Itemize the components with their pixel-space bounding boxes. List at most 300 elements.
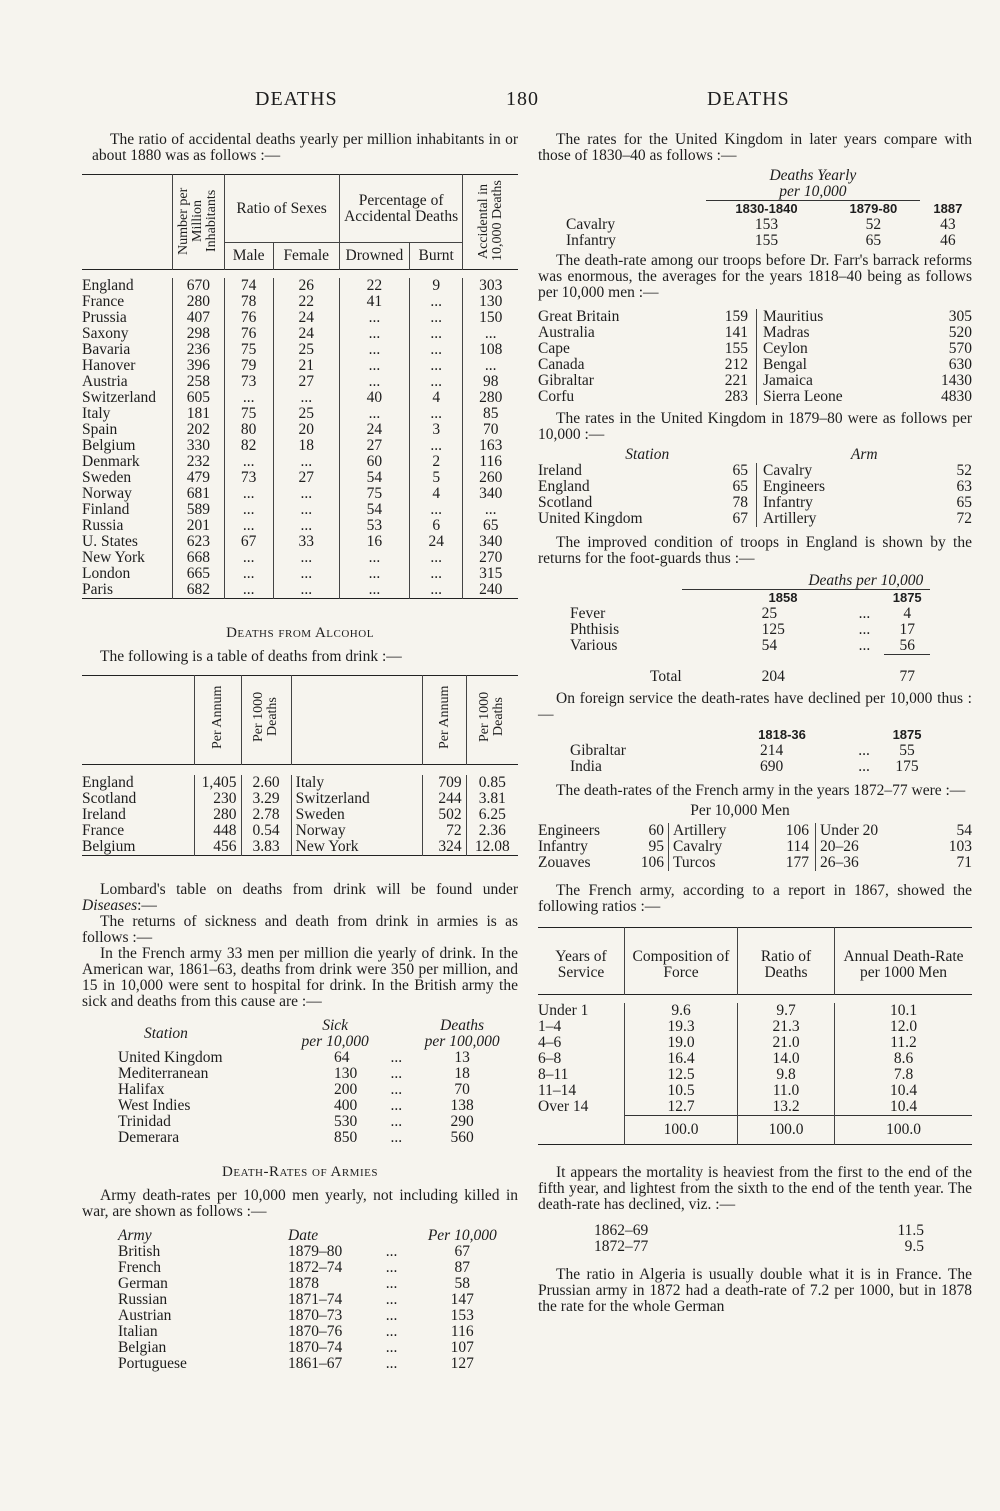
- country-cell: Norway: [291, 823, 423, 839]
- corps-cell: Turcos: [669, 855, 754, 871]
- number-cell: 623: [173, 534, 224, 550]
- ratios-h-annual: Annual Death-Rate per 1000 Men: [835, 928, 973, 995]
- french-drink-para: In the French army 33 men per million die yearly of drink. In the American war, 1861–63, deaths from drink were 350 per million, and 15 in 10,000 were sent to hospital for drink. In the British army the sick and deaths from this cause are :—: [82, 945, 518, 1010]
- country-cell: England: [82, 277, 134, 294]
- burnt-cell: ...: [409, 550, 462, 566]
- date-cell: 1870–73: [288, 1307, 343, 1324]
- deaths-cell: 560: [450, 1129, 474, 1146]
- drowned-cell: ...: [339, 374, 409, 390]
- army-cell: Austrian: [118, 1307, 172, 1324]
- place-cell: Great Britain: [538, 308, 620, 325]
- foreign-col-1: 1818-36: [758, 727, 806, 742]
- years-cell: 8–11: [538, 1066, 569, 1083]
- french72-per: Per 10,000 Men: [690, 802, 790, 819]
- female-cell: 25: [273, 406, 339, 422]
- drowned-cell: 54: [339, 470, 409, 486]
- place-cell: Mauritius: [757, 309, 915, 325]
- h-accidental: Accidental in 10,000 Deaths: [475, 180, 505, 262]
- french72-table: [538, 823, 972, 871]
- per-annum-cell: 502: [423, 807, 466, 823]
- armies-table: [118, 1228, 508, 1372]
- comp-cell: 19.0: [625, 1035, 738, 1051]
- table-row: [82, 326, 518, 342]
- drowned-cell: 54: [339, 502, 409, 518]
- burnt-cell: ...: [409, 502, 462, 518]
- army-cell: Italian: [118, 1323, 158, 1340]
- ratios-total-annual: 100.0: [835, 1116, 973, 1145]
- value-cell: 60: [648, 822, 664, 839]
- number-cell: 181: [173, 406, 224, 422]
- list-item: [118, 1276, 508, 1292]
- per-annum-cell: 230: [195, 791, 242, 807]
- per-cell: 116: [450, 1323, 474, 1340]
- army-cell: French: [118, 1259, 162, 1276]
- leader-dots: ...: [385, 1355, 398, 1372]
- armies-h-per: Per 10,000: [427, 1227, 497, 1244]
- date-cell: 1870–74: [288, 1339, 343, 1356]
- cause-cell: Phthisis: [570, 621, 620, 638]
- male-cell: 80: [224, 422, 273, 438]
- arm-cell: Infantry: [757, 495, 933, 511]
- uk1879-para: The rates in the United Kingdom in 1879–80 were as follows per 10,000 :—: [538, 410, 972, 443]
- list-item: [570, 622, 930, 638]
- per-annum-cell: 1,405: [195, 775, 242, 791]
- per-annum-cell: 280: [195, 807, 242, 823]
- ratio-cell: 11.0: [738, 1083, 835, 1099]
- value-cell: 43: [940, 216, 956, 233]
- value-1875-cell: 4: [903, 605, 912, 622]
- table-row: [82, 470, 518, 486]
- leader-dots: ...: [385, 1323, 398, 1340]
- list-item: [118, 1356, 508, 1372]
- years-cell: 4–6: [538, 1034, 562, 1051]
- table-row: [538, 1019, 972, 1035]
- drowned-cell: 60: [339, 454, 409, 470]
- female-cell: 22: [273, 294, 339, 310]
- male-cell: 73: [224, 470, 273, 486]
- cause-cell: Various: [570, 637, 618, 654]
- list-item: [566, 217, 976, 233]
- list-item: [118, 1098, 508, 1114]
- ratios-total-comp: 100.0: [625, 1116, 738, 1145]
- list-item: [570, 606, 930, 622]
- sick-body: [118, 1050, 508, 1146]
- per-cell: 67: [454, 1243, 471, 1260]
- lombard-para: [82, 882, 518, 914]
- place-cell: Ceylon: [757, 341, 915, 357]
- value-cell: 67: [732, 510, 748, 527]
- per-annum-cell: 448: [195, 823, 242, 839]
- station-arm-body: [538, 463, 972, 527]
- sick-cell: 400: [334, 1097, 358, 1114]
- drowned-cell: ...: [339, 310, 409, 326]
- drowned-cell: 22: [339, 278, 409, 294]
- ratios-total-ratio: 100.0: [738, 1116, 835, 1145]
- list-item: [538, 373, 972, 389]
- per-cell: 127: [450, 1355, 474, 1372]
- list-item: [538, 309, 972, 325]
- armies-h-army: Army: [118, 1227, 152, 1244]
- guards-table: [570, 573, 930, 685]
- station-cell: United Kingdom: [118, 1049, 223, 1066]
- total-1875: 77: [884, 655, 930, 686]
- country-cell: Belgium: [82, 838, 136, 855]
- value-cell: 153: [754, 216, 779, 233]
- leader-dots: ...: [385, 1307, 398, 1324]
- french1867-para: The French army, according to a report in 1867, showed the following ratios :—: [538, 882, 972, 915]
- number-cell: 665: [173, 566, 224, 582]
- list-item: [118, 1340, 508, 1356]
- male-cell: 79: [224, 358, 273, 374]
- per-1000-cell: 0.85: [466, 775, 518, 791]
- value-cell: 103: [948, 838, 972, 855]
- country-cell: Switzerland: [291, 791, 423, 807]
- value-cell: 63: [956, 478, 972, 495]
- lombard-text-2: :—: [137, 897, 157, 914]
- ratios-h-comp: Composition of Force: [625, 928, 738, 995]
- ratio-cell: 9.8: [738, 1067, 835, 1083]
- deaths-cell: 290: [450, 1113, 474, 1130]
- age-cell: Under 20: [816, 823, 930, 839]
- value-cell: 630: [948, 356, 972, 373]
- list-item: [118, 1050, 508, 1066]
- table-row: [82, 791, 518, 807]
- ratio-cell: 21.0: [738, 1035, 835, 1051]
- date-cell: 1861–67: [288, 1355, 343, 1372]
- table-row: [82, 807, 518, 823]
- country-cell: Saxony: [82, 325, 129, 342]
- uk-col-3: 1887: [933, 200, 963, 216]
- male-cell: ...: [224, 486, 273, 502]
- foreign-para: On foreign service the death-rates have declined per 10,000 thus :—: [538, 690, 972, 723]
- table-row: [82, 278, 518, 294]
- list-item: [566, 233, 976, 249]
- alc-h-1000-1: Per 1000 Deaths: [251, 691, 281, 743]
- country-cell: Belgium: [82, 437, 136, 454]
- table-row: [82, 406, 518, 422]
- female-cell: 24: [273, 310, 339, 326]
- station-cell: India: [570, 758, 602, 775]
- h-burnt: Burnt: [409, 243, 462, 270]
- rate-cell: 11.5: [897, 1221, 924, 1239]
- place-cell: Sierra Leone: [757, 389, 915, 405]
- female-cell: 20: [273, 422, 339, 438]
- ratios-body: [538, 1003, 972, 1116]
- female-cell: ...: [273, 486, 339, 502]
- male-cell: ...: [224, 390, 273, 406]
- leader-dots: ...: [858, 742, 870, 759]
- accidental-cell: 260: [463, 470, 518, 486]
- diseases-link[interactable]: Diseases: [82, 897, 138, 914]
- value-cell: 141: [724, 324, 748, 341]
- total-row: [570, 655, 930, 686]
- h-female: Female: [273, 243, 339, 270]
- country-cell: England: [82, 774, 134, 791]
- table-row: [82, 438, 518, 454]
- corps-cell: Infantry: [538, 838, 588, 855]
- uk-col-1: 1830-1840: [735, 201, 798, 216]
- burnt-cell: 6: [409, 518, 462, 534]
- accidental-cell: 65: [463, 518, 518, 534]
- army-cell: German: [118, 1275, 168, 1292]
- value-cell: 159: [724, 308, 748, 325]
- guards-body: [570, 606, 930, 685]
- burnt-cell: 5: [409, 470, 462, 486]
- value-cell: 520: [948, 324, 972, 341]
- drowned-cell: 24: [339, 422, 409, 438]
- value-cell: 65: [732, 462, 748, 479]
- total-1858: 204: [761, 667, 785, 685]
- years-cell: 6–8: [538, 1050, 562, 1067]
- leader-dots: ...: [858, 637, 871, 654]
- army-cell: Russian: [118, 1291, 168, 1308]
- burnt-cell: ...: [409, 294, 462, 310]
- guards-para: The improved condition of troops in England is shown by the returns for the foot-guards thus :—: [538, 534, 972, 567]
- per-1000-cell: 3.83: [241, 839, 291, 856]
- lombard-text-1: Lombard's table on deaths from drink will be found under: [100, 881, 518, 898]
- list-item: [538, 511, 972, 527]
- comp-cell: 10.5: [625, 1083, 738, 1099]
- drowned-cell: ...: [339, 326, 409, 342]
- burnt-cell: ...: [409, 342, 462, 358]
- ratios-h-ratio: Ratio of Deaths: [738, 928, 835, 995]
- country-cell: Switzerland: [82, 389, 157, 406]
- ratio-cell: 9.7: [738, 1003, 835, 1019]
- sick-cell: 530: [334, 1113, 358, 1130]
- male-cell: ...: [224, 502, 273, 518]
- male-cell: ...: [224, 582, 273, 599]
- annual-cell: 8.6: [835, 1051, 973, 1067]
- drowned-cell: 16: [339, 534, 409, 550]
- female-cell: 25: [273, 342, 339, 358]
- station-arm-table: [538, 447, 972, 527]
- burnt-cell: ...: [409, 358, 462, 374]
- drowned-cell: ...: [339, 566, 409, 582]
- accidental-cell: ...: [463, 502, 518, 518]
- per-cell: 153: [450, 1307, 474, 1324]
- male-cell: 75: [224, 406, 273, 422]
- value-cell: 175: [895, 758, 919, 775]
- accidental-cell: 150: [463, 310, 518, 326]
- value-cell: 4830: [941, 388, 972, 405]
- station-cell: Halifax: [118, 1081, 165, 1098]
- list-item: [118, 1292, 508, 1308]
- country-cell: Sweden: [82, 469, 132, 486]
- female-cell: 21: [273, 358, 339, 374]
- sick-table: [118, 1018, 508, 1146]
- value-cell: 78: [732, 494, 748, 511]
- sa-h-station: Station: [625, 446, 670, 463]
- cause-cell: Fever: [570, 605, 606, 622]
- number-cell: 407: [173, 310, 224, 326]
- male-cell: 76: [224, 326, 273, 342]
- army-cell: Belgian: [118, 1339, 167, 1356]
- annual-cell: 7.8: [835, 1067, 973, 1083]
- sick-h-sick-per: per 10,000: [301, 1033, 369, 1050]
- sick-cell: 130: [334, 1065, 358, 1082]
- list-item: [570, 638, 930, 655]
- accidents-table: [82, 174, 518, 603]
- list-item: [118, 1130, 508, 1146]
- arm-cell: Artillery: [757, 511, 933, 527]
- deaths-cell: 18: [454, 1065, 470, 1082]
- table-row: [538, 1035, 972, 1051]
- leader-dots: ...: [858, 621, 871, 638]
- per-1000-cell: 2.78: [241, 807, 291, 823]
- alcohol-heading: Deaths from Alcohol: [226, 625, 374, 641]
- value-cell: 570: [948, 340, 972, 357]
- number-cell: 396: [173, 358, 224, 374]
- alc-h-annum-2: Per Annum: [436, 685, 452, 749]
- leader-dots: ...: [385, 1291, 398, 1308]
- value-1875-cell: 56: [899, 637, 915, 654]
- value-cell: 52: [956, 462, 972, 479]
- value-cell: 1430: [941, 372, 972, 389]
- value-1875-cell: 17: [899, 621, 915, 638]
- per-1000-cell: 12.08: [466, 839, 518, 856]
- alc-h-annum-1: Per Annum: [209, 685, 225, 749]
- list-item: [570, 743, 930, 759]
- drowned-cell: ...: [339, 582, 409, 599]
- country-cell: Italy: [82, 405, 111, 422]
- annual-cell: 10.4: [835, 1083, 973, 1099]
- country-cell: Norway: [82, 485, 132, 502]
- station-cell: West Indies: [118, 1097, 191, 1114]
- accidents-body: [82, 278, 518, 599]
- sick-cell: 200: [334, 1081, 358, 1098]
- table-row: [82, 550, 518, 566]
- place-cell: Australia: [538, 324, 595, 341]
- value-cell: 690: [760, 758, 784, 775]
- number-cell: 605: [173, 390, 224, 406]
- arm-cell: Cavalry: [757, 463, 933, 479]
- guards-h-deaths: Deaths per 10,000: [682, 573, 930, 590]
- comp-cell: 9.6: [625, 1003, 738, 1019]
- rate-cell: 9.5: [904, 1237, 924, 1255]
- comp-cell: 19.3: [625, 1019, 738, 1035]
- value-cell: 155: [724, 340, 748, 357]
- place-cell: Corfu: [538, 388, 575, 405]
- country-cell: France: [82, 822, 125, 839]
- number-cell: 670: [173, 278, 224, 294]
- accidental-cell: 303: [463, 278, 518, 294]
- accidental-cell: 280: [463, 390, 518, 406]
- number-cell: 232: [173, 454, 224, 470]
- alcohol-table: [82, 675, 518, 860]
- male-cell: 75: [224, 342, 273, 358]
- accidental-cell: 116: [463, 454, 518, 470]
- total-label: Total: [650, 667, 682, 685]
- h-ratio: Ratio of Sexes: [224, 175, 339, 243]
- alc-h-1000-2: Per 1000 Deaths: [477, 691, 507, 743]
- table-row: [82, 823, 518, 839]
- list-item: [538, 389, 972, 405]
- list-item: [118, 1324, 508, 1340]
- country-cell: New York: [291, 839, 423, 856]
- country-cell: Ireland: [82, 806, 126, 823]
- burnt-cell: ...: [409, 582, 462, 599]
- female-cell: 18: [273, 438, 339, 454]
- leader-dots: ...: [390, 1129, 403, 1146]
- table-row: [82, 502, 518, 518]
- per-1000-cell: 2.60: [241, 775, 291, 791]
- leader-dots: ...: [385, 1339, 398, 1356]
- army-cell: British: [118, 1243, 161, 1260]
- foreign-body: [570, 743, 930, 775]
- country-cell: Denmark: [82, 453, 140, 470]
- table-row: [538, 1003, 972, 1019]
- army-cell: Portuguese: [118, 1355, 187, 1372]
- male-cell: ...: [224, 518, 273, 534]
- corps-cell: Artillery: [669, 823, 754, 839]
- per-annum-cell: 72: [423, 823, 466, 839]
- right-column: [538, 132, 972, 1315]
- number-cell: 479: [173, 470, 224, 486]
- burnt-cell: ...: [409, 310, 462, 326]
- country-cell: Bavaria: [82, 341, 131, 358]
- accidental-cell: 340: [463, 534, 518, 550]
- list-item: [118, 1082, 508, 1098]
- number-cell: 668: [173, 550, 224, 566]
- country-cell: Hanover: [82, 357, 136, 374]
- station-cell: England: [538, 478, 590, 495]
- leader-dots: ...: [385, 1259, 398, 1276]
- table-row: [538, 1083, 972, 1099]
- female-cell: ...: [273, 390, 339, 406]
- comp-cell: 12.7: [625, 1099, 738, 1116]
- corps-cell: Engineers: [538, 822, 600, 839]
- drowned-cell: ...: [339, 550, 409, 566]
- female-cell: 27: [273, 374, 339, 390]
- station-cell: Gibraltar: [570, 742, 626, 759]
- burnt-cell: ...: [409, 566, 462, 582]
- running-head-left: DEATHS: [255, 88, 338, 110]
- list-item: [538, 325, 972, 341]
- country-cell: Prussia: [82, 309, 127, 326]
- list-item: [538, 463, 972, 479]
- number-cell: 589: [173, 502, 224, 518]
- number-cell: 202: [173, 422, 224, 438]
- per-1000-cell: 0.54: [241, 823, 291, 839]
- value-cell: 71: [956, 854, 972, 871]
- algeria-para: The ratio in Algeria is usually double what it is in France. The Prussian army in 1872 had a death-rate of 7.2 per 1000, but in 1878 the rate for the whole German: [538, 1265, 972, 1315]
- french72-body: [538, 823, 972, 871]
- sick-cell: 64: [334, 1049, 350, 1066]
- per-cell: 87: [454, 1259, 471, 1276]
- leader-dots: ...: [390, 1097, 403, 1114]
- accidental-cell: 108: [463, 342, 518, 358]
- ratio-cell: 14.0: [738, 1051, 835, 1067]
- mortality-para: It appears the mortality is heaviest from the first to the end of the fifth year, and lightest from the sixth to the end of the tenth year. The death-rate has declined, viz. :—: [538, 1163, 972, 1213]
- number-cell: 681: [173, 486, 224, 502]
- guards-col-2: 1875: [892, 590, 922, 605]
- leader-dots: ...: [858, 605, 871, 622]
- years-cell: 11–14: [538, 1082, 577, 1099]
- list-item: [538, 495, 972, 511]
- number-cell: 258: [173, 374, 224, 390]
- male-cell: 82: [224, 438, 273, 454]
- period-cell: 1862–69: [594, 1221, 649, 1239]
- number-cell: 298: [173, 326, 224, 342]
- value-cell: 54: [956, 822, 972, 839]
- per-annum-cell: 244: [423, 791, 466, 807]
- ratios-h-years: Years of Service: [555, 948, 607, 981]
- list-item: [538, 823, 972, 839]
- place-cell: Madras: [757, 325, 915, 341]
- female-cell: ...: [273, 582, 339, 599]
- list-item: [538, 357, 972, 373]
- value-cell: 221: [724, 372, 748, 389]
